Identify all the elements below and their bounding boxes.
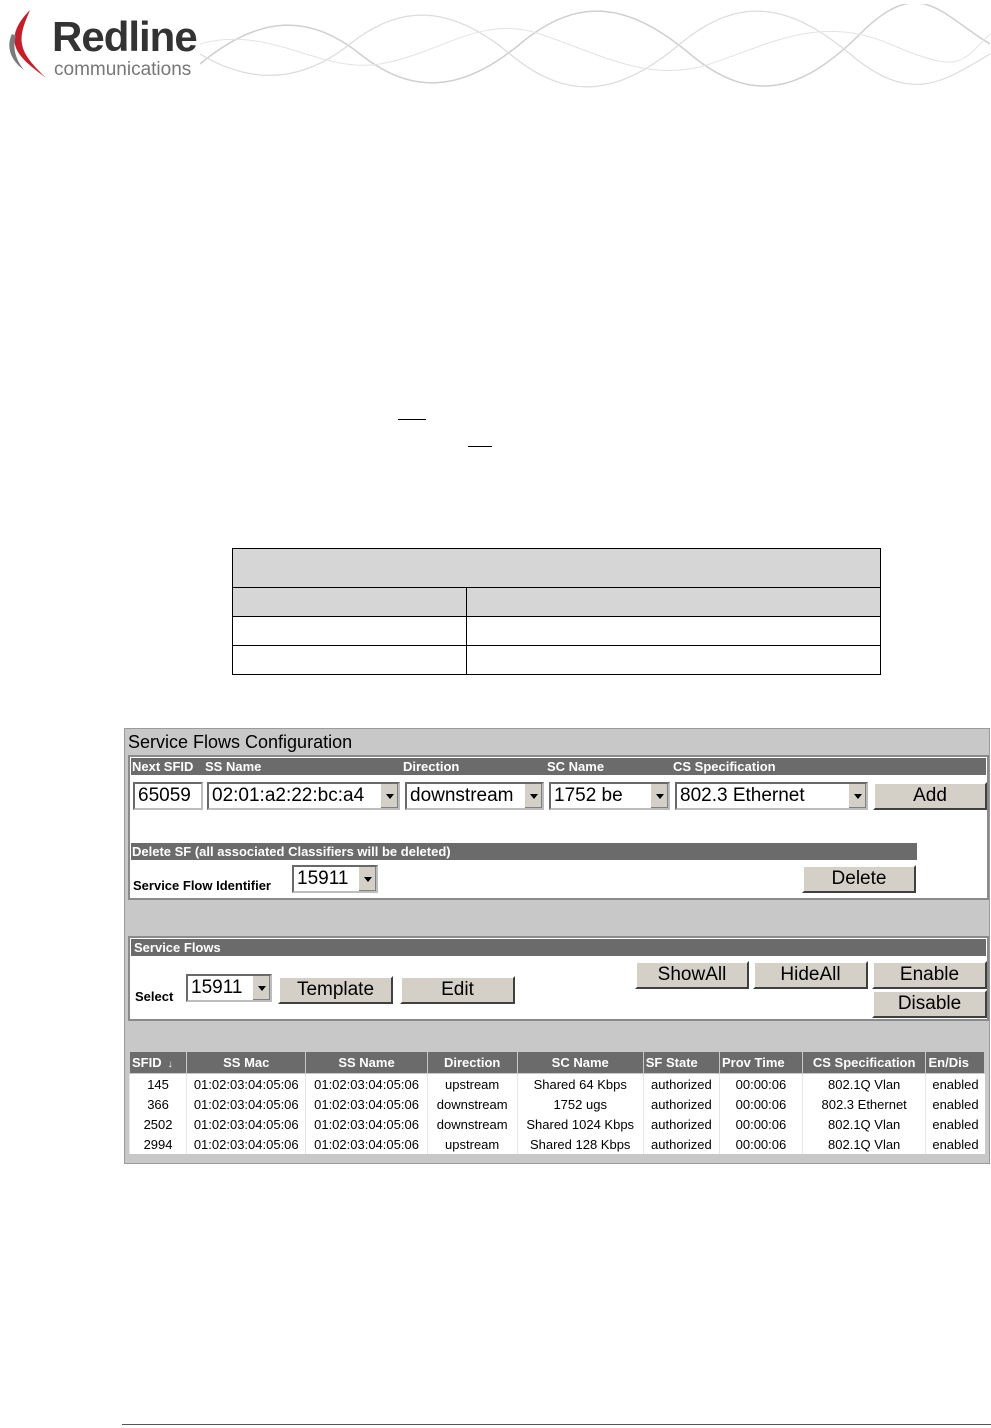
cell-sfid: 145 bbox=[130, 1074, 187, 1095]
template-button[interactable]: Template bbox=[278, 976, 393, 1004]
cell-sfid: 2502 bbox=[130, 1114, 187, 1134]
cell-ss-mac: 01:02:03:04:05:06 bbox=[187, 1134, 306, 1154]
cell-cs-specification: 802.3 Ethernet bbox=[802, 1094, 926, 1114]
next-sfid-input[interactable] bbox=[133, 782, 203, 810]
ss-name-value: 02:01:a2:22:bc:a4 bbox=[212, 785, 365, 806]
add-header-bar bbox=[131, 758, 986, 775]
edit-button[interactable]: Edit bbox=[400, 976, 515, 1004]
cell-sc-name: Shared 64 Kbps bbox=[517, 1074, 643, 1095]
service-flows-header-bar: Service Flows bbox=[131, 939, 986, 956]
document-table-cell bbox=[467, 617, 881, 646]
redline-swirl-icon bbox=[6, 8, 52, 82]
sort-down-icon[interactable]: ↓ bbox=[167, 1059, 173, 1070]
table-row[interactable] bbox=[130, 1134, 985, 1154]
cs-spec-value: 802.3 Ethernet bbox=[680, 785, 805, 806]
table-row[interactable] bbox=[130, 1114, 985, 1134]
cell-ss-name: 01:02:03:04:05:06 bbox=[306, 1074, 427, 1095]
cell-sf-state: authorized bbox=[643, 1134, 719, 1154]
cell-sf-state: authorized bbox=[643, 1074, 719, 1095]
column-header-cs-specification[interactable]: CS Specification bbox=[802, 1052, 926, 1074]
direction-header: Direction bbox=[403, 759, 460, 774]
table-row[interactable] bbox=[130, 1074, 985, 1095]
disable-button[interactable]: Disable bbox=[872, 990, 987, 1018]
column-header-en-dis[interactable]: En/Dis bbox=[926, 1052, 985, 1074]
document-table bbox=[232, 548, 881, 675]
column-header-ss-name[interactable]: SS Name bbox=[306, 1052, 427, 1074]
cell-prov-time: 00:00:06 bbox=[720, 1134, 803, 1154]
table-row[interactable] bbox=[130, 1094, 985, 1114]
sc-name-value: 1752 be bbox=[554, 785, 623, 806]
ss-name-header: SS Name bbox=[205, 759, 262, 774]
column-header-prov-time[interactable]: Prov Time bbox=[720, 1052, 803, 1074]
document-table-cell bbox=[233, 646, 467, 675]
cell-prov-time: 00:00:06 bbox=[720, 1114, 803, 1134]
cell-direction: downstream bbox=[427, 1094, 517, 1114]
cs-spec-select[interactable] bbox=[675, 782, 868, 810]
chevron-down-icon[interactable] bbox=[848, 784, 866, 808]
cell-en-dis: enabled bbox=[926, 1074, 985, 1095]
chevron-down-icon[interactable] bbox=[524, 784, 542, 808]
column-header-ss-mac[interactable]: SS Mac bbox=[187, 1052, 306, 1074]
brand-name: Redline bbox=[52, 13, 197, 60]
column-header-sfid[interactable]: SFID ↓ bbox=[130, 1052, 187, 1074]
brand-tagline: communications bbox=[54, 59, 192, 80]
direction-select[interactable] bbox=[405, 782, 544, 810]
underline-stub bbox=[468, 446, 492, 447]
column-header-sc-name[interactable]: SC Name bbox=[517, 1052, 643, 1074]
decorative-waves bbox=[200, 4, 990, 90]
direction-value: downstream bbox=[410, 785, 514, 806]
cell-prov-time: 00:00:06 bbox=[720, 1074, 803, 1095]
service-flows-table bbox=[129, 1051, 985, 1154]
cell-direction: upstream bbox=[427, 1074, 517, 1095]
select-label: Select bbox=[135, 989, 174, 1004]
service-flow-select[interactable] bbox=[186, 974, 272, 1002]
chevron-down-icon[interactable] bbox=[650, 784, 668, 808]
table-header-row bbox=[130, 1052, 985, 1074]
cell-sfid: 366 bbox=[130, 1094, 187, 1114]
chevron-down-icon[interactable] bbox=[252, 976, 270, 1000]
cell-en-dis: enabled bbox=[926, 1134, 985, 1154]
chevron-down-icon[interactable] bbox=[380, 784, 398, 808]
document-table-cell bbox=[467, 588, 881, 617]
add-delete-box bbox=[128, 755, 989, 900]
cell-ss-name: 01:02:03:04:05:06 bbox=[306, 1134, 427, 1154]
cell-sfid: 2994 bbox=[130, 1134, 187, 1154]
cell-sc-name: Shared 1024 Kbps bbox=[517, 1114, 643, 1134]
add-button[interactable]: Add bbox=[873, 782, 987, 810]
document-table-cell bbox=[233, 588, 467, 617]
service-flows-box bbox=[128, 936, 989, 1021]
cell-en-dis: enabled bbox=[926, 1114, 985, 1134]
cs-spec-header: CS Specification bbox=[673, 759, 776, 774]
showall-button[interactable]: ShowAll bbox=[635, 961, 749, 989]
redline-logo bbox=[6, 8, 216, 86]
service-flow-select-value: 15911 bbox=[191, 977, 243, 998]
cell-direction: downstream bbox=[427, 1114, 517, 1134]
ss-name-select[interactable] bbox=[207, 782, 400, 810]
service-flow-identifier-label: Service Flow Identifier bbox=[133, 878, 271, 893]
next-sfid-header: Next SFID bbox=[132, 759, 194, 774]
document-table-header bbox=[233, 549, 881, 588]
cell-ss-mac: 01:02:03:04:05:06 bbox=[187, 1114, 306, 1134]
cell-en-dis: enabled bbox=[926, 1094, 985, 1114]
enable-button[interactable]: Enable bbox=[872, 961, 987, 989]
cell-sc-name: Shared 128 Kbps bbox=[517, 1134, 643, 1154]
delete-button[interactable]: Delete bbox=[802, 865, 916, 893]
cell-ss-name: 01:02:03:04:05:06 bbox=[306, 1094, 427, 1114]
service-flow-identifier-select[interactable] bbox=[292, 865, 378, 893]
cell-sf-state: authorized bbox=[643, 1094, 719, 1114]
sc-name-select[interactable] bbox=[549, 782, 670, 810]
panel-title: Service Flows Configuration bbox=[128, 732, 353, 752]
column-header-direction[interactable]: Direction bbox=[427, 1052, 517, 1074]
next-sfid-value: 65059 bbox=[138, 785, 191, 806]
cell-sf-state: authorized bbox=[643, 1114, 719, 1134]
cell-ss-mac: 01:02:03:04:05:06 bbox=[187, 1074, 306, 1095]
cell-sc-name: 1752 ugs bbox=[517, 1094, 643, 1114]
delete-header-bar: Delete SF (all associated Classifiers will be deleted) bbox=[131, 843, 917, 860]
cell-ss-name: 01:02:03:04:05:06 bbox=[306, 1114, 427, 1134]
column-header-sf-state[interactable]: SF State bbox=[643, 1052, 719, 1074]
service-flows-panel bbox=[124, 728, 990, 1164]
footer-divider bbox=[122, 1424, 991, 1425]
cell-cs-specification: 802.1Q Vlan bbox=[802, 1134, 926, 1154]
cell-direction: upstream bbox=[427, 1134, 517, 1154]
chevron-down-icon[interactable] bbox=[358, 867, 376, 891]
cell-cs-specification: 802.1Q Vlan bbox=[802, 1114, 926, 1134]
cell-cs-specification: 802.1Q Vlan bbox=[802, 1074, 926, 1095]
hideall-button[interactable]: HideAll bbox=[753, 961, 868, 989]
underline-stub bbox=[398, 419, 426, 420]
cell-ss-mac: 01:02:03:04:05:06 bbox=[187, 1094, 306, 1114]
sc-name-header: SC Name bbox=[547, 759, 605, 774]
document-table-cell bbox=[233, 617, 467, 646]
cell-prov-time: 00:00:06 bbox=[720, 1094, 803, 1114]
service-flow-identifier-value: 15911 bbox=[297, 868, 349, 889]
document-table-cell bbox=[467, 646, 881, 675]
